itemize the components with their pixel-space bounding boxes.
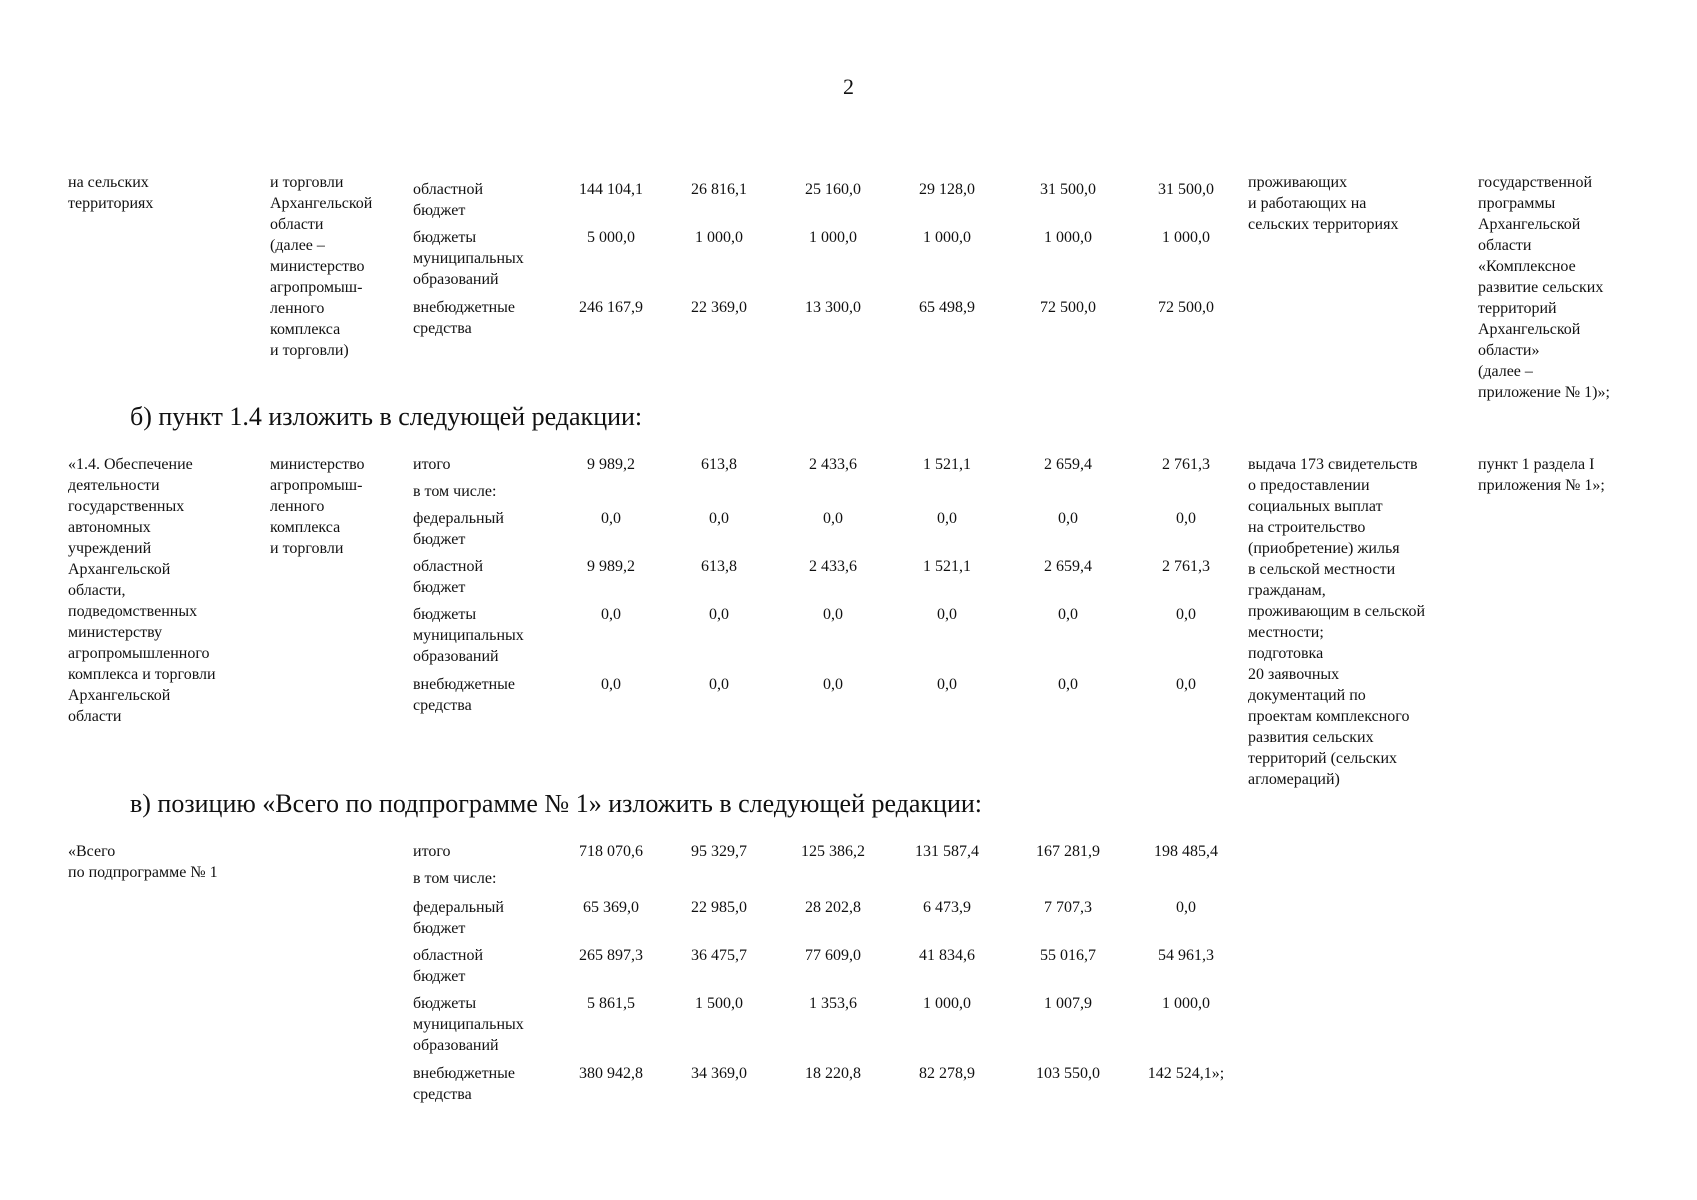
funding-value-year-1: 9 989,2 xyxy=(587,558,635,575)
event-name-cell: «1.4. Обеспечение деятельности государственных автономных учреждений Архангельской области, подведомственных министерству агропромышленного комплекса и торговли Архангельской области xyxy=(68,456,216,725)
funding-value-year-3: 18 220,8 xyxy=(805,1065,861,1082)
executor-cell: министерство агропромыш- ленного комплекса и торговли xyxy=(270,456,365,557)
funding-value-year-4: 0,0 xyxy=(937,606,957,623)
funding-value-year-5: 0,0 xyxy=(1058,606,1078,623)
funding-value-year-5: 1 000,0 xyxy=(1044,229,1092,246)
funding-source-label: в том числе: xyxy=(413,483,497,500)
funding-value-year-2: 1 000,0 xyxy=(695,229,743,246)
funding-value-year-1: 0,0 xyxy=(601,606,621,623)
funding-value-year-5: 55 016,7 xyxy=(1040,947,1096,964)
funding-value-year-6: 54 961,3 xyxy=(1158,947,1214,964)
funding-value-year-1: 718 070,6 xyxy=(579,843,643,860)
funding-source-label: внебюджетные средства xyxy=(413,1065,515,1103)
funding-value-year-3: 2 433,6 xyxy=(809,558,857,575)
funding-value-year-1: 0,0 xyxy=(601,510,621,527)
funding-value-year-1: 265 897,3 xyxy=(579,947,643,964)
funding-value-year-6: 0,0 xyxy=(1176,899,1196,916)
funding-source-label: бюджеты муниципальных образований xyxy=(413,995,524,1054)
funding-value-year-1: 144 104,1 xyxy=(579,181,643,198)
funding-value-year-3: 0,0 xyxy=(823,676,843,693)
funding-source-label: федеральный бюджет xyxy=(413,899,504,937)
funding-source-label: федеральный бюджет xyxy=(413,510,504,548)
funding-value-year-2: 26 816,1 xyxy=(691,181,747,198)
funding-value-year-5: 2 659,4 xyxy=(1044,456,1092,473)
funding-source-label: бюджеты муниципальных образований xyxy=(413,229,524,288)
funding-value-year-6: 1 000,0 xyxy=(1162,995,1210,1012)
event-name-cell: на сельских территориях xyxy=(68,174,154,212)
result-cell: выдача 173 свидетельств о предоставлении социальных выплат на строительство (приобретение) жилья в сельской местности гражданам, проживающим в сельской местности; подготовка 20 заявочных документаций по проектам комплексного развития сельских территорий (сельских агломераций) xyxy=(1248,456,1426,788)
funding-value-year-5: 103 550,0 xyxy=(1036,1065,1100,1082)
funding-value-year-4: 0,0 xyxy=(937,510,957,527)
funding-source-label: внебюджетные средства xyxy=(413,676,515,714)
funding-value-year-3: 1 353,6 xyxy=(809,995,857,1012)
link-cell: государственной программы Архангельской области «Комплексное развитие сельских территорий Архангельской области» (далее – приложение № 1)»; xyxy=(1478,174,1610,401)
funding-source-label: итого xyxy=(413,456,451,473)
funding-value-year-1: 0,0 xyxy=(601,676,621,693)
funding-value-year-5: 7 707,3 xyxy=(1044,899,1092,916)
funding-value-year-4: 131 587,4 xyxy=(915,843,979,860)
funding-value-year-3: 13 300,0 xyxy=(805,299,861,316)
funding-value-year-5: 0,0 xyxy=(1058,676,1078,693)
funding-value-year-6: 2 761,3 xyxy=(1162,558,1210,575)
section-heading-c: в) позицию «Всего по подпрограмме № 1» изложить в следующей редакции: xyxy=(130,789,983,818)
funding-value-year-6: 142 524,1»; xyxy=(1147,1065,1225,1082)
funding-source-label: бюджеты муниципальных образований xyxy=(413,606,524,665)
funding-source-label: областной бюджет xyxy=(413,558,484,596)
funding-value-year-4: 82 278,9 xyxy=(919,1065,975,1082)
section-heading-b: б) пункт 1.4 изложить в следующей редакции: xyxy=(130,402,643,431)
funding-value-year-1: 5 000,0 xyxy=(587,229,635,246)
funding-value-year-6: 2 761,3 xyxy=(1162,456,1210,473)
funding-value-year-3: 125 386,2 xyxy=(801,843,865,860)
funding-value-year-6: 1 000,0 xyxy=(1162,229,1210,246)
funding-value-year-1: 246 167,9 xyxy=(579,299,643,316)
funding-value-year-3: 28 202,8 xyxy=(805,899,861,916)
funding-value-year-2: 613,8 xyxy=(701,558,737,575)
funding-value-year-4: 6 473,9 xyxy=(923,899,971,916)
funding-source-label: итого xyxy=(413,843,451,860)
funding-value-year-3: 0,0 xyxy=(823,510,843,527)
funding-value-year-2: 36 475,7 xyxy=(691,947,747,964)
funding-value-year-2: 34 369,0 xyxy=(691,1065,747,1082)
funding-value-year-2: 0,0 xyxy=(709,606,729,623)
funding-source-label: в том числе: xyxy=(413,870,497,887)
link-cell: пункт 1 раздела I приложения № 1»; xyxy=(1478,456,1605,494)
funding-source-label: областной бюджет xyxy=(413,947,484,985)
funding-value-year-1: 9 989,2 xyxy=(587,456,635,473)
funding-value-year-4: 1 521,1 xyxy=(923,456,971,473)
page-number: 2 xyxy=(843,74,854,99)
funding-value-year-6: 72 500,0 xyxy=(1158,299,1214,316)
funding-value-year-2: 22 985,0 xyxy=(691,899,747,916)
funding-value-year-4: 1 000,0 xyxy=(923,995,971,1012)
funding-value-year-1: 5 861,5 xyxy=(587,995,635,1012)
result-cell: проживающих и работающих на сельских территориях xyxy=(1248,174,1399,233)
funding-value-year-5: 1 007,9 xyxy=(1044,995,1092,1012)
funding-value-year-2: 1 500,0 xyxy=(695,995,743,1012)
funding-value-year-5: 2 659,4 xyxy=(1044,558,1092,575)
funding-value-year-5: 0,0 xyxy=(1058,510,1078,527)
funding-value-year-2: 0,0 xyxy=(709,676,729,693)
funding-value-year-2: 22 369,0 xyxy=(691,299,747,316)
funding-value-year-4: 29 128,0 xyxy=(919,181,975,198)
funding-value-year-2: 613,8 xyxy=(701,456,737,473)
funding-value-year-2: 95 329,7 xyxy=(691,843,747,860)
funding-source-label: внебюджетные средства xyxy=(413,299,515,337)
funding-value-year-6: 0,0 xyxy=(1176,510,1196,527)
funding-value-year-3: 25 160,0 xyxy=(805,181,861,198)
funding-value-year-4: 1 000,0 xyxy=(923,229,971,246)
funding-value-year-6: 0,0 xyxy=(1176,606,1196,623)
funding-source-label: областной бюджет xyxy=(413,181,484,219)
funding-value-year-2: 0,0 xyxy=(709,510,729,527)
funding-value-year-5: 31 500,0 xyxy=(1040,181,1096,198)
funding-value-year-6: 31 500,0 xyxy=(1158,181,1214,198)
funding-value-year-3: 0,0 xyxy=(823,606,843,623)
funding-value-year-3: 2 433,6 xyxy=(809,456,857,473)
funding-value-year-6: 198 485,4 xyxy=(1154,843,1218,860)
funding-value-year-4: 65 498,9 xyxy=(919,299,975,316)
funding-value-year-5: 167 281,9 xyxy=(1036,843,1100,860)
funding-value-year-4: 0,0 xyxy=(937,676,957,693)
funding-value-year-4: 1 521,1 xyxy=(923,558,971,575)
funding-value-year-1: 65 369,0 xyxy=(583,899,639,916)
funding-value-year-5: 72 500,0 xyxy=(1040,299,1096,316)
total-name-cell: «Всего по подпрограмме № 1 xyxy=(68,843,218,881)
funding-value-year-1: 380 942,8 xyxy=(579,1065,643,1082)
funding-value-year-3: 77 609,0 xyxy=(805,947,861,964)
executor-cell: и торговли Архангельской области (далее – министерство агропромыш- ленного комплекса и торговли) xyxy=(270,174,373,359)
funding-value-year-3: 1 000,0 xyxy=(809,229,857,246)
funding-value-year-4: 41 834,6 xyxy=(919,947,975,964)
funding-value-year-6: 0,0 xyxy=(1176,676,1196,693)
